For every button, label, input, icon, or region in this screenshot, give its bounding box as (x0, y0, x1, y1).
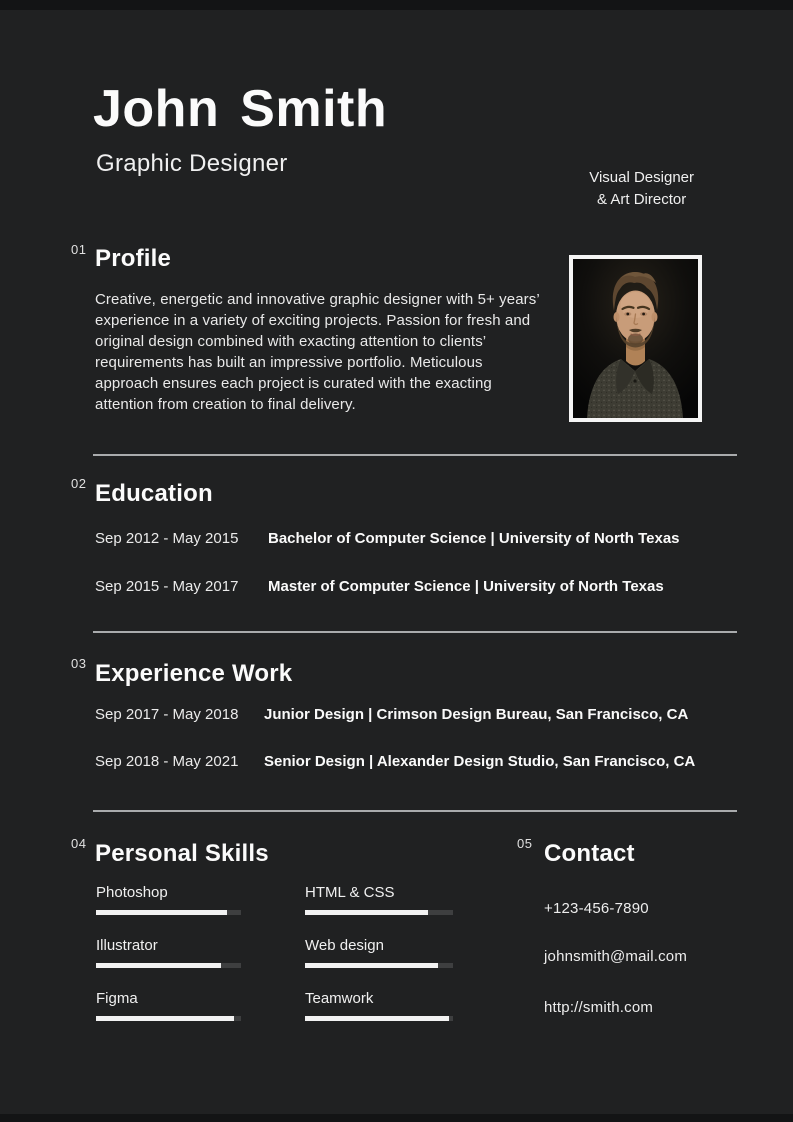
skill-bar (96, 963, 241, 968)
page-top-edge (0, 0, 793, 10)
skill-bar-fill (305, 963, 438, 968)
skill-bar-fill (305, 910, 428, 915)
skill-bar-fill (96, 1016, 234, 1021)
skill-label: Web design (305, 937, 384, 954)
skill-label: Illustrator (96, 937, 158, 954)
skill-item (96, 884, 241, 915)
skill-item (96, 937, 241, 968)
contact-section-number: 05 (517, 836, 533, 851)
contact-section-title: Contact (544, 840, 635, 867)
education-section-title: Education (95, 480, 213, 507)
section-divider (93, 454, 737, 456)
profile-section-title: Profile (95, 245, 172, 272)
profile-summary-text: Creative, energetic and innovative graphic designer with 5+ years’ experience in a variety of exciting projects. Passion for fresh and original design combined with exacting attention to clients’ requirements has built an impressive portfolio. Meticulous approach ensures each project is curated with the exacting attention from creation to final delivery. (95, 291, 540, 413)
tagline-line1: Visual Designer (589, 169, 694, 186)
experience-entry-description: Junior Design | Crimson Design Bureau, San Francisco, CA (264, 706, 689, 723)
portrait-photo-illustration (573, 259, 698, 418)
skill-bar (96, 910, 241, 915)
skill-item (305, 990, 453, 1021)
skills-section-number: 04 (71, 836, 87, 851)
skill-bar (96, 1016, 241, 1021)
section-divider (93, 810, 737, 812)
person-name: John Smith (93, 80, 388, 138)
education-entry-description: Bachelor of Computer Science | University of North Texas (268, 530, 680, 547)
skill-label: HTML & CSS (305, 884, 395, 901)
skill-label: Teamwork (305, 990, 374, 1007)
skill-bar-fill (96, 910, 227, 915)
page-bottom-edge (0, 1114, 793, 1122)
skill-item (305, 937, 453, 968)
skill-item (305, 884, 453, 915)
education-section-number: 02 (71, 476, 87, 491)
education-entry-dates: Sep 2015 - May 2017 (95, 578, 239, 595)
portrait-photo (569, 255, 702, 422)
section-divider (93, 631, 737, 633)
skill-bar-fill (305, 1016, 449, 1021)
tagline-line2: & Art Director (597, 190, 687, 208)
experience-section-title: Experience Work (95, 660, 293, 687)
skills-column-right (305, 884, 453, 1021)
contact-email: johnsmith@mail.com (544, 948, 688, 965)
experience-entry-dates: Sep 2017 - May 2018 (95, 706, 239, 723)
skill-label: Photoshop (96, 884, 168, 901)
education-entry-description: Master of Computer Science | University of North Texas (268, 578, 664, 595)
skill-item (96, 990, 241, 1021)
skills-section-title: Personal Skills (95, 840, 269, 867)
skill-bar (305, 910, 453, 915)
experience-entry-dates: Sep 2018 - May 2021 (95, 753, 239, 770)
contact-website: http://smith.com (544, 999, 654, 1016)
skills-column-left (96, 884, 241, 1021)
person-title: Graphic Designer (96, 150, 288, 177)
education-entry-dates: Sep 2012 - May 2015 (95, 530, 239, 547)
profile-section-number: 01 (71, 242, 87, 257)
skill-bar (305, 1016, 453, 1021)
skill-label: Figma (96, 990, 138, 1007)
experience-entry-description: Senior Design | Alexander Design Studio, San Francisco, CA (264, 753, 696, 770)
experience-section-number: 03 (71, 656, 87, 671)
tagline (589, 167, 694, 210)
contact-phone: +123-456-7890 (544, 900, 649, 917)
skill-bar-fill (96, 963, 221, 968)
skill-bar (305, 963, 453, 968)
